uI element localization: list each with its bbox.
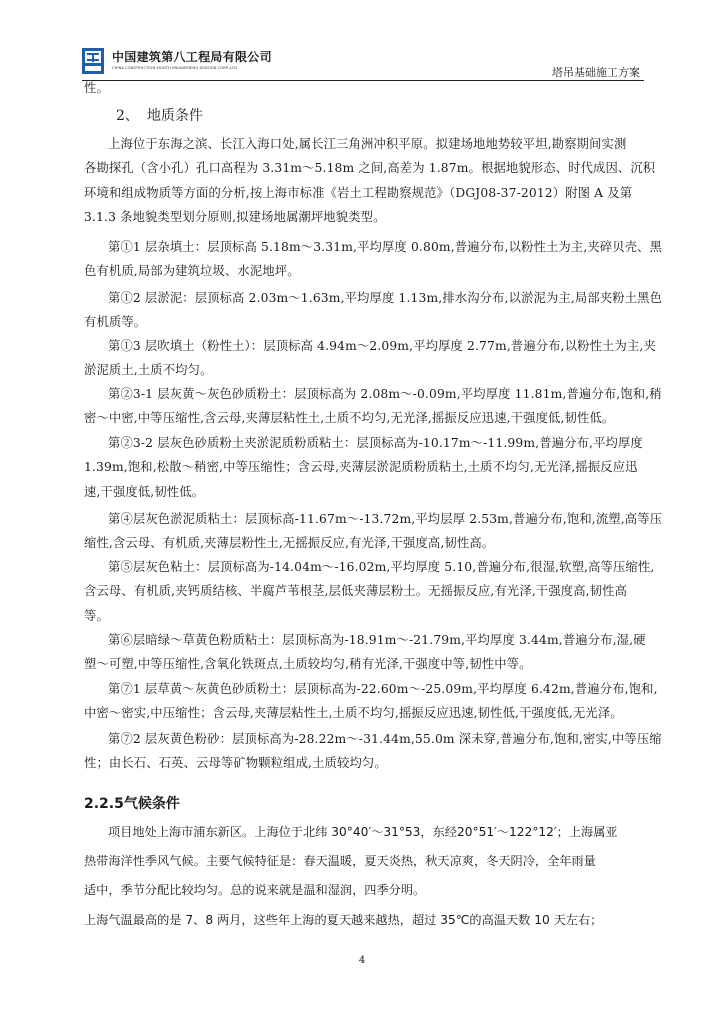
climate-paragraph-intro: 项目地处上海市浦东新区。上海位于北纬 30°40′～31°53，东经20°51′～122°12′；上海属亚 热带海洋性季风气候。主要气候特征是：春天温暖，夏天炎热，秋天凉爽，冬天阴冷，全年雨量 适中，季节分配比较均匀。总的说来就是温和湿润，四季分明。 [84,825,618,897]
geology-paragraph-layer-7-1: 第⑦1 层草黄～灰黄色砂质粉土：层顶标高为-22.60m～-25.09m,平均厚度 6.42m,普遍分布,饱和, 中密～密实,中压缩性；含云母,夹薄层粘性土,土质不均匀,摇振反应迅速,韧性低,干强度低,无光泽。 [84,682,658,721]
geology-paragraph-intro: 上海位于东海之滨、长江入海口处,属长江三角洲冲积平原。拟建场地地势较平坦,勘察期间实测 各勘探孔（含小孔）孔口高程为 3.31m～5.18m 之间,高差为 1.87m。根据地貌形态、时代成因、沉积 环境和组成物质等方面的分析,按上海市标准《岩土工程勘察规范》（DGJ08-37-2012）附图 A 及第 3.1.3 条地貌类型划分原则,拟建场地属潮坪地貌类型。 [84,137,656,224]
company-name-en: CHINA CONSTRUCTION EIGHTH ENGINEERING DIVISION CORP.,LTD [112,66,237,70]
climate-heading [84,793,180,813]
climate-heading-title: 气候条件 [123,796,180,812]
geology-paragraph-layer-1-1: 第①1 层杂填土：层顶标高 5.18m～3.31m,平均厚度 0.80m,普遍分布,以粉性土为主,夹碎贝壳、黑 色有机质,局部为建筑垃圾、水泥地坪。 [84,240,663,279]
geology-paragraph-layer-1-2: 第①2 层淤泥：层顶标高 2.03m～1.63m,平均厚度 1.13m,排水沟分布,以淤泥为主,局部夹粉土黑色 有机质等。 [84,291,663,330]
company-name-cn: 中国建筑第八工程局有限公司 [112,50,272,64]
company-logo-icon [82,48,104,74]
climate-paragraph-temperature: 上海气温最高的是 7、8 两月，这些年上海的夏天越来越热，超过 35℃的高温天数 10 天左右； [84,913,603,927]
geology-heading-title: 地质条件 [146,108,203,124]
climate-heading-number: 2.2.5 [84,796,124,812]
geology-heading-number: 2、 [116,108,139,124]
geology-paragraph-layer-1-3: 第①3 层吹填土（粉性土）：层顶标高 4.94m～2.09m,平均厚度 2.77m,普遍分布,以粉性土为主,夹 淤泥质土,土质不均匀。 [84,339,656,378]
document-title: 塔吊基础施工方案 [552,66,640,79]
geology-heading [116,105,211,125]
continuation-text: 性。 [84,81,109,95]
geology-paragraph-layer-6: 第⑥层暗绿～草黄色粉质粘土：层顶标高为-18.91m～-21.79m,平均厚度 3.44m,普遍分布,湿,硬 塑～可塑,中等压缩性,含氧化铁斑点,土质较均匀,稍有光泽,干强度中等,韧性中等。 [84,633,646,672]
geology-paragraph-layer-7-2: 第⑦2 层灰黄色粉砂：层顶标高为-28.22m～-31.44m,55.0m 深未穿,普遍分布,饱和,密实,中等压缩 性；由长石、石英、云母等矿物颗粒组成,土质较均匀。 [84,732,662,771]
page-number: 4 [358,955,366,966]
geology-paragraph-layer-2-3-1: 第②3-1 层灰黄～灰色砂质粉土：层顶标高为 2.08m～-0.09m,平均厚度 11.81m,普遍分布,饱和,稍 密～中密,中等压缩性,含云母,夹薄层粘性土,土质不均匀,无光泽,摇振反应迅速,干强度低,韧性低。 [84,387,662,426]
geology-paragraph-layer-4: 第④层灰色淤泥质粘土：层顶标高-11.67m～-13.72m,平均层厚 2.53m,普遍分布,饱和,流塑,高等压 缩性,含云母、有机质,夹薄层粉性土,无摇振反应,有光泽,干强度高,韧性高。 [84,512,663,551]
geology-paragraph-layer-2-3-2: 第②3-2 层灰色砂质粉土夹淤泥质粉质粘土：层顶标高为-10.17m～-11.99m,普遍分布,平均厚度 1.39m,饱和,松散～稍密,中等压缩性；含云母,夹薄层淤泥质粉质粘土,土质不均匀,无光泽,摇振反应迅 速,干强度低,韧性低。 [84,436,643,499]
geology-paragraph-layer-5: 第⑤层灰色粘土：层顶标高为-14.04m～-16.02m,平均厚度 5.10,普遍分布,很湿,软塑,高等压缩性, 含云母、有机质,夹钙质结核、半腐芦苇根茎,层低夹薄层粉土。无摇振反应,有光泽,干强度高,韧性高 等。 [84,560,655,623]
